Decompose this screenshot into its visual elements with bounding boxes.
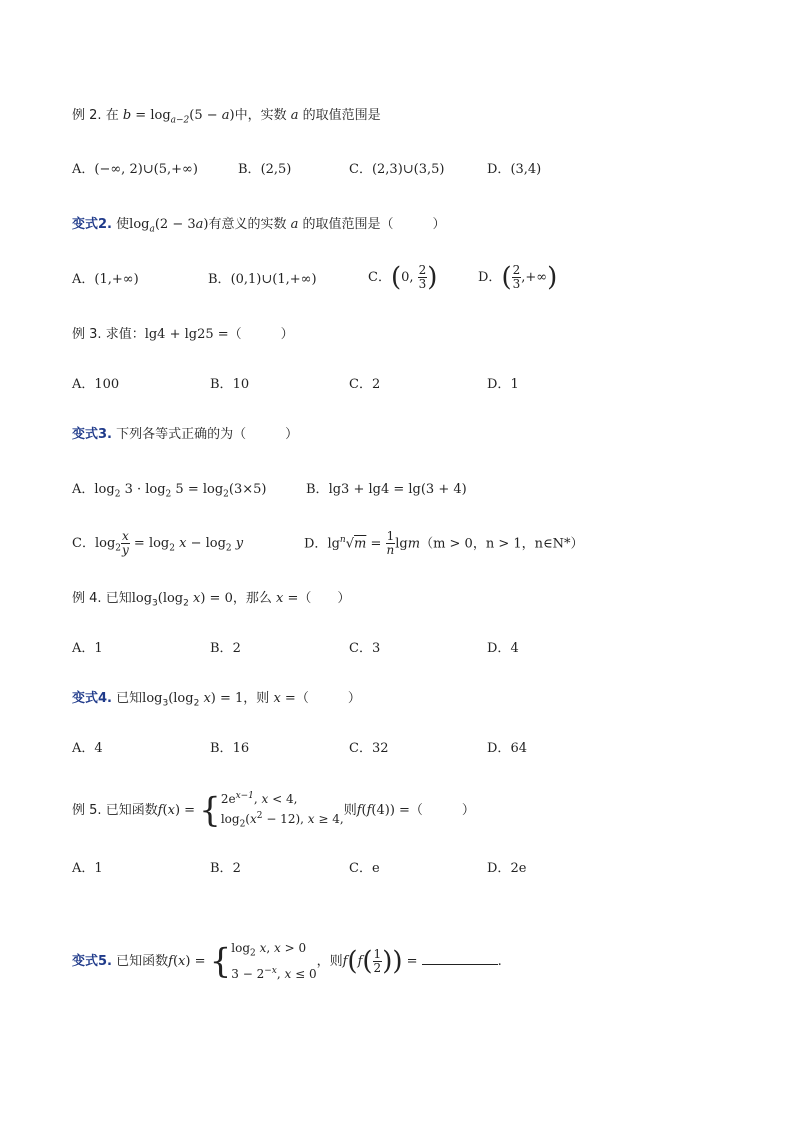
option-d[interactable]: D．4: [487, 641, 519, 656]
variant-3-question: 变式3. 下列各等式正确的为（ ）: [72, 427, 299, 442]
variant-5-question: 变式5. 已知函数f(x) = { $\log_2 x$, x > 0 $3 - 2^{-x}$, x ≤ 0 ，则f(f( $\frac{1}{2}$ )) = .: [72, 941, 502, 982]
option-c[interactable]: C．e: [349, 861, 380, 876]
example-3-label: 例 3.: [72, 327, 102, 342]
example-5-question: 例 5. 已知函数f(x) = { $2e^{x-1}$, x < 4, $\log_2(x^2 - 12)$, x ≥ 4, 则f(f(4)) =（ ）: [72, 790, 475, 831]
option-d[interactable]: D．1: [487, 377, 519, 392]
option-c[interactable]: C．2: [349, 377, 381, 392]
math-expression: b: [122, 108, 132, 123]
option-d[interactable]: D．64: [487, 741, 527, 756]
option-b[interactable]: B．2: [210, 641, 241, 656]
variant-3-label: 变式: [72, 427, 99, 442]
example-4-question: 例 4. 已知$\log_3(\log_2$ x) = 0，那么 x =（ ）: [72, 591, 351, 609]
option-d[interactable]: D．(3,4): [487, 162, 542, 177]
variant-2-question: 变式2. 使$\log_a(2 - 3a)$有意义的实数 a 的取值范围是（ ）: [72, 217, 446, 235]
option-a[interactable]: A．$\log_2 3 \cdot \log_2 5 = \log_2(3\times 5)$: [72, 482, 267, 500]
example-4-label: 例 4.: [72, 591, 102, 606]
option-b[interactable]: B．10: [210, 377, 250, 392]
option-a[interactable]: A．1: [72, 641, 103, 656]
option-a[interactable]: A．100: [72, 377, 120, 392]
option-c[interactable]: C．3: [349, 641, 381, 656]
example-2-question: 例 2. 在 $b = \log_{a-2}(5 - a)$中，实数 a 的取值范围是: [72, 108, 381, 126]
option-d[interactable]: D．2e: [487, 861, 527, 876]
option-c[interactable]: C．$\log_2$ $\frac{x}{y}$ = $\log_2 x - \log_2 y$: [72, 529, 244, 557]
variant-4-label: 变式: [72, 691, 99, 706]
example-2-label: 例 2.: [72, 108, 102, 123]
option-b[interactable]: B．2: [210, 861, 241, 876]
option-b[interactable]: B．lg3 + lg4 = lg(3 + 4): [306, 482, 467, 497]
variant-5-label: 变式: [72, 954, 99, 969]
example-5-label: 例 5.: [72, 803, 102, 819]
answer-blank[interactable]: [422, 952, 498, 965]
option-b[interactable]: B．(0,1)∪(1,+∞): [208, 272, 317, 287]
option-a[interactable]: A．4: [72, 741, 103, 756]
option-a[interactable]: A．1: [72, 861, 103, 876]
variant-4-question: 变式4. 已知$\log_3(\log_2$ x) = 1，则 x =（ ）: [72, 691, 361, 709]
option-a[interactable]: A．(1,+∞): [72, 272, 139, 287]
option-d[interactable]: D．( $\frac{2}{3}$ ,+∞): [478, 262, 558, 293]
option-a[interactable]: A．(−∞, 2)∪(5,+∞): [72, 162, 198, 177]
option-c[interactable]: C．(2,3)∪(3,5): [349, 162, 445, 177]
example-3-question: 例 3. 求值：lg4 + lg25 =（ ）: [72, 327, 294, 342]
option-c[interactable]: C．32: [349, 741, 389, 756]
variant-2-label: 变式: [72, 217, 99, 232]
option-c[interactable]: C．(0, $\frac{2}{3}$ ): [368, 262, 438, 293]
option-b[interactable]: B．16: [210, 741, 250, 756]
option-d[interactable]: D．$\lg^n√m$ = $\frac{1}{n}$ lgm（m > 0，n > 1，n∈N*）: [304, 529, 584, 558]
option-b[interactable]: B．(2,5): [238, 162, 292, 177]
